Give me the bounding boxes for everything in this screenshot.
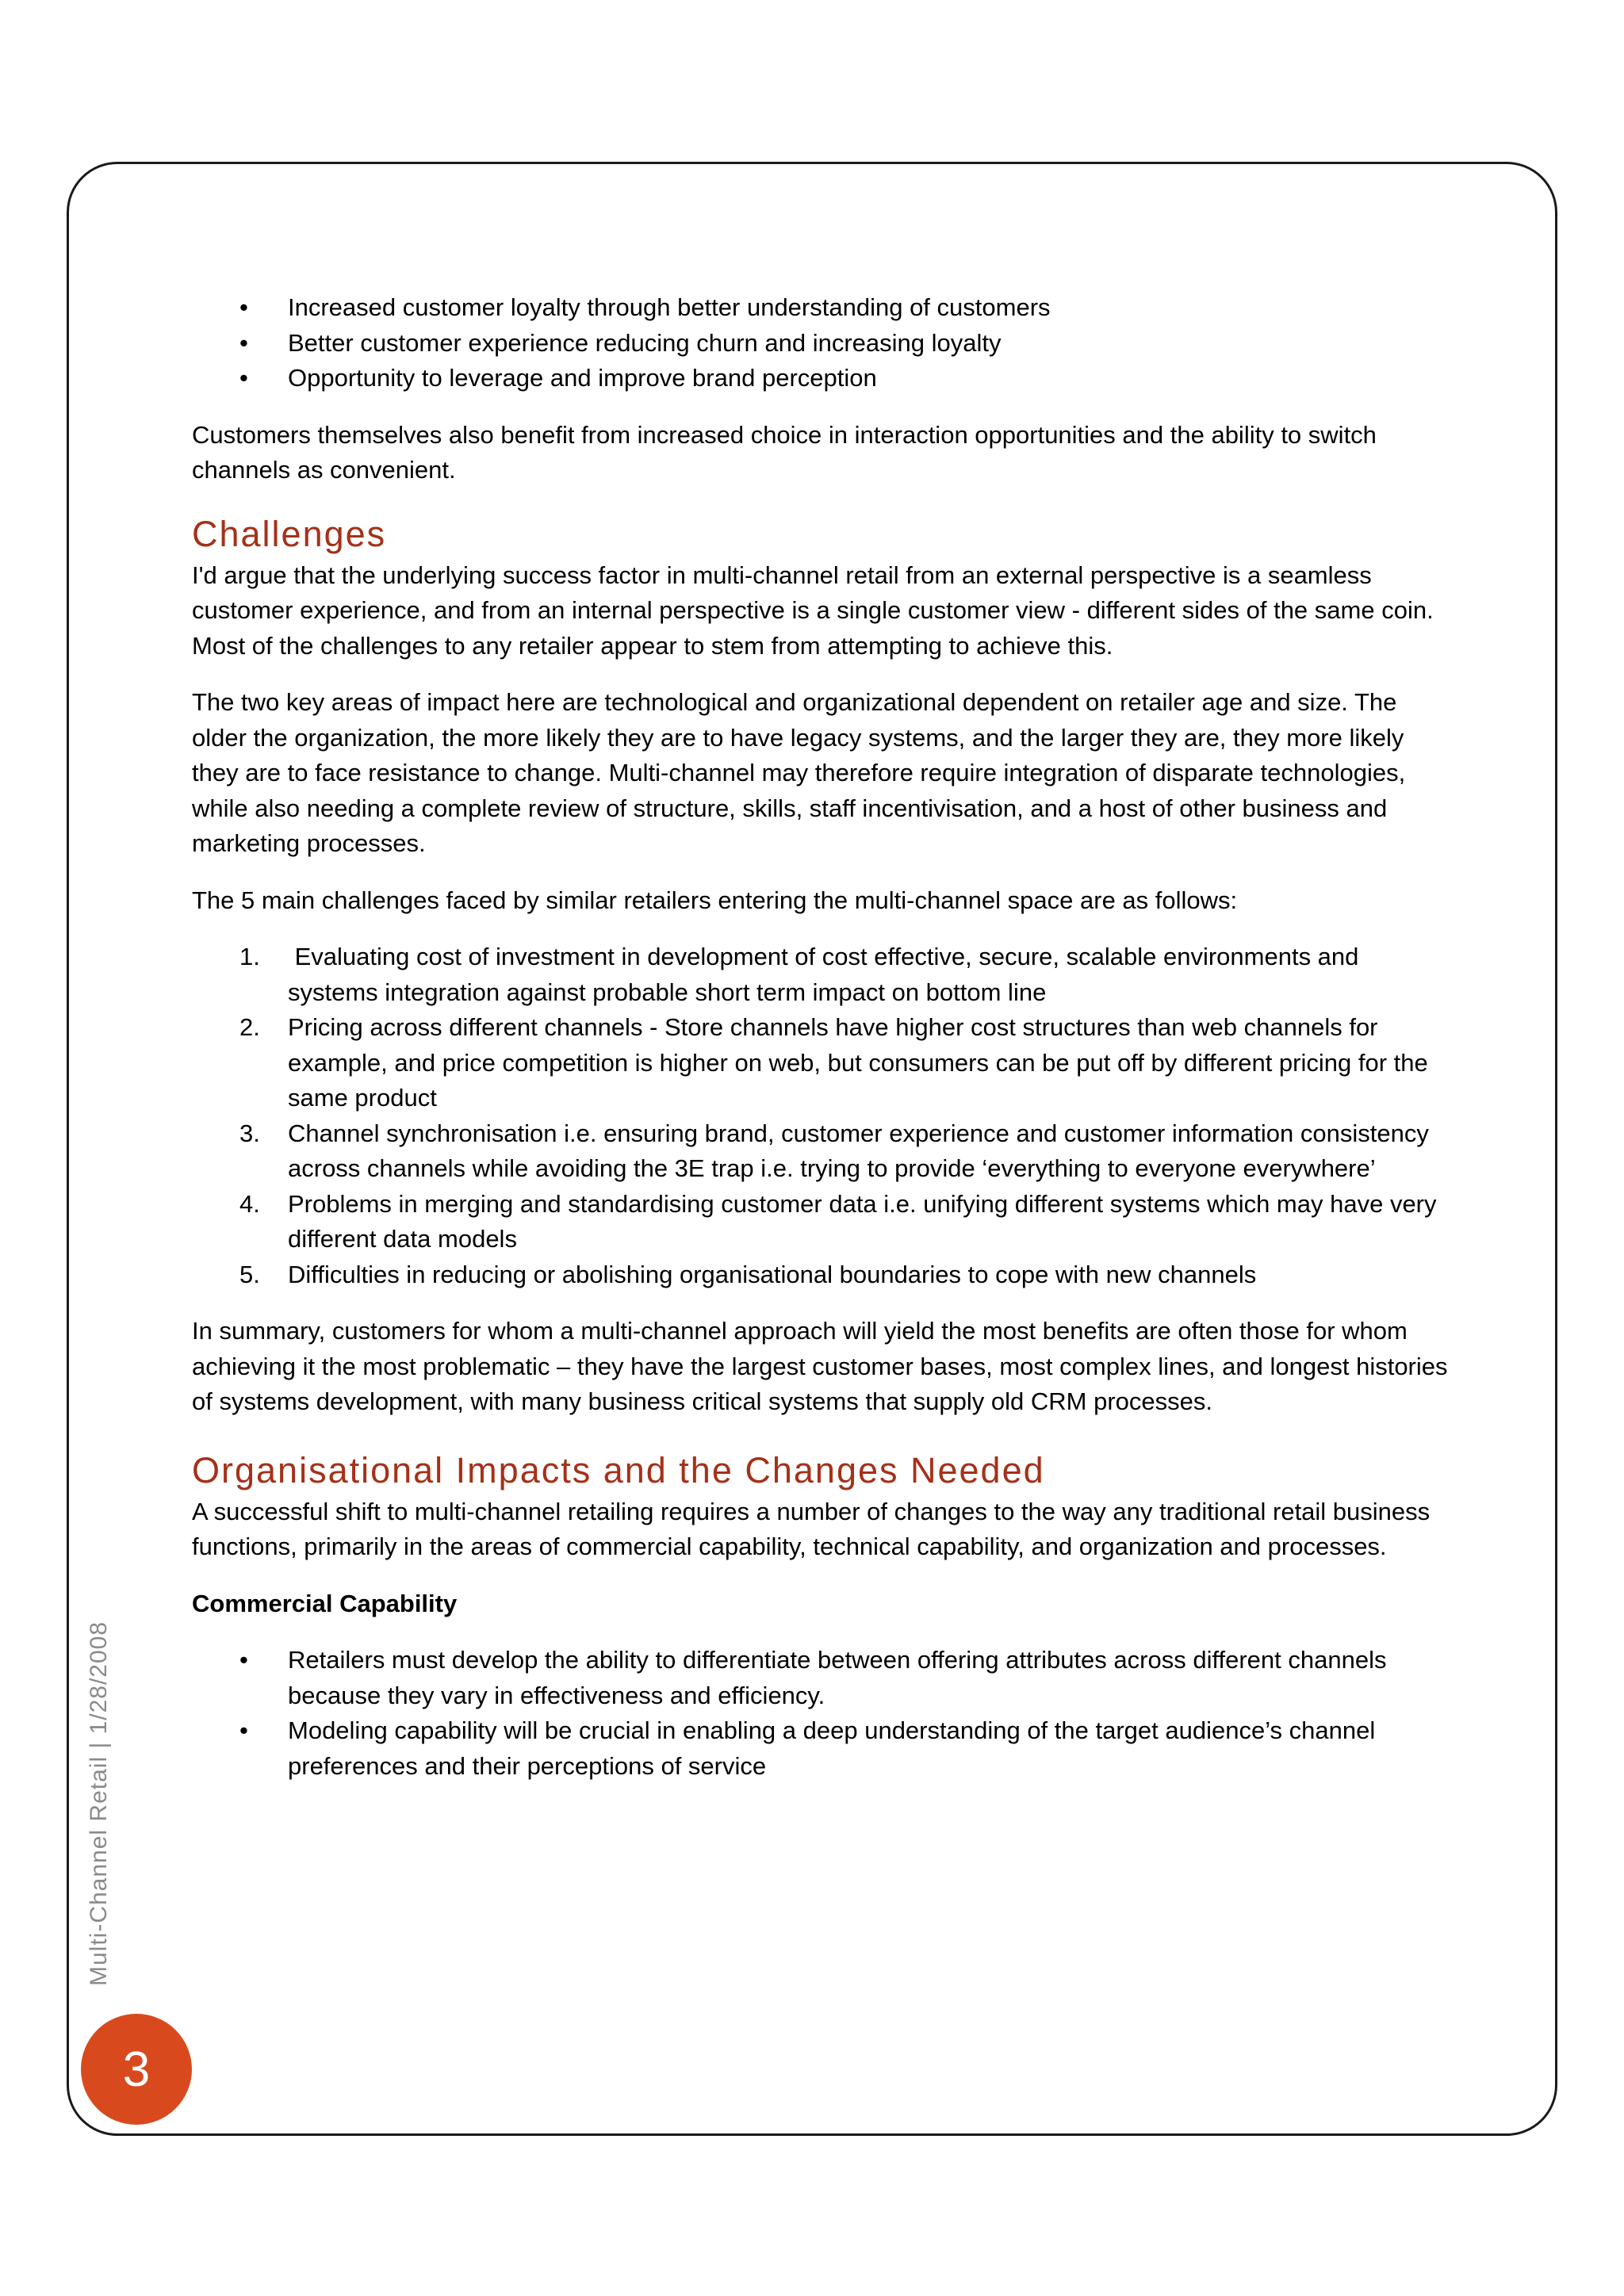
top-bullet-list [192, 290, 1453, 396]
list-item [192, 326, 1453, 362]
intro-paragraph: Customers themselves also benefit from increased choice in interaction opportunities and the ability to switch channels as convenient. [192, 420, 1377, 484]
list-item [192, 939, 1453, 1010]
list-item-text: Better customer experience reducing churn and increasing loyalty [288, 328, 1002, 357]
organisational-heading: Organisational Impacts and the Changes Needed [192, 1449, 1045, 1490]
bullet-icon: • [239, 293, 248, 321]
list-item-text: Increased customer loyalty through better understanding of customers [288, 293, 1051, 321]
commercial-bullet-list [192, 1643, 1453, 1784]
bullet-icon: • [239, 1646, 248, 1674]
bullet-icon: • [239, 364, 248, 392]
list-item-text: Retailers must develop the ability to differentiate between offering attributes across different channels because they vary in effectiveness and efficiency. [288, 1646, 1387, 1709]
challenges-heading: Challenges [192, 513, 387, 554]
list-item [192, 1010, 1453, 1116]
footer-side-text: Multi-Channel Retail | 1/28/2008 [86, 1621, 112, 1986]
list-item-text: Opportunity to leverage and improve brand perception [288, 364, 877, 392]
list-number: 3. [239, 1119, 260, 1147]
list-item [192, 290, 1453, 326]
page-number-badge: 3 [81, 2014, 192, 2125]
challenges-paragraph-3: The 5 main challenges faced by similar retailers entering the multi-channel space are as follows: [192, 886, 1238, 914]
challenges-numbered-list [192, 939, 1453, 1292]
list-number: 4. [239, 1189, 260, 1218]
challenges-paragraph-1: I'd argue that the underlying success factor in multi-channel retail from an external perspective is a seamless customer experience, and from an internal perspective is a single customer view - different sides of the same coin. Most of the challenges to any retailer appear to stem from attempting to achieve this. [192, 561, 1434, 660]
commercial-capability-subheading: Commercial Capability [192, 1589, 458, 1617]
document-body [192, 290, 1453, 1805]
list-item [192, 1643, 1453, 1713]
list-item [192, 1257, 1453, 1293]
list-number: 2. [239, 1013, 260, 1041]
list-item [192, 1713, 1453, 1784]
list-item-text: Pricing across different channels - Store channels have higher cost structures than web channels for example, and price competition is higher on web, but consumers can be put off by different pricing for the same product [288, 1013, 1428, 1112]
organisational-paragraph: A successful shift to multi-channel retailing requires a number of changes to the way any traditional retail business functions, primarily in the areas of commercial capability, technical capability, and organization and processes. [192, 1497, 1431, 1560]
list-item-text: Problems in merging and standardising customer data i.e. unifying different systems which may have very different data models [288, 1189, 1437, 1253]
bullet-icon: • [239, 328, 248, 357]
challenges-paragraph-2: The two key areas of impact here are technological and organizational dependent on retailer age and size. The older the organization, the more likely they are to have legacy systems, and the larger they are, they more likely they are to face resistance to change. Multi-channel may therefore require integration of disparate technologies, while also needing a complete review of structure, skills, staff incentivisation, and a host of other business and marketing processes. [192, 688, 1406, 857]
list-item-text: Modeling capability will be crucial in enabling a deep understanding of the target audience’s channel preferences and their perceptions of service [288, 1716, 1376, 1780]
list-number: 1. [239, 943, 260, 970]
summary-paragraph: In summary, customers for whom a multi-channel approach will yield the most benefits are often those for whom achieving it the most problematic – they have the largest customer bases, most complex lines, and longest histories of systems development, with many business critical systems that supply old CRM processes. [192, 1317, 1448, 1415]
list-item-text: Difficulties in reducing or abolishing organisational boundaries to cope with new channels [288, 1260, 1257, 1288]
list-item [192, 361, 1453, 396]
list-item-text: Channel synchronisation i.e. ensuring brand, customer experience and customer information consistency across channels while avoiding the 3E trap i.e. trying to provide ‘everything to everyone everywhere’ [288, 1119, 1429, 1182]
list-item-text: Evaluating cost of investment in development of cost effective, secure, scalable environments and systems integration against probable short term impact on bottom line [288, 943, 1366, 1006]
list-item [192, 1187, 1453, 1257]
bullet-icon: • [239, 1716, 248, 1744]
list-item [192, 1116, 1453, 1187]
list-number: 5. [239, 1260, 260, 1288]
